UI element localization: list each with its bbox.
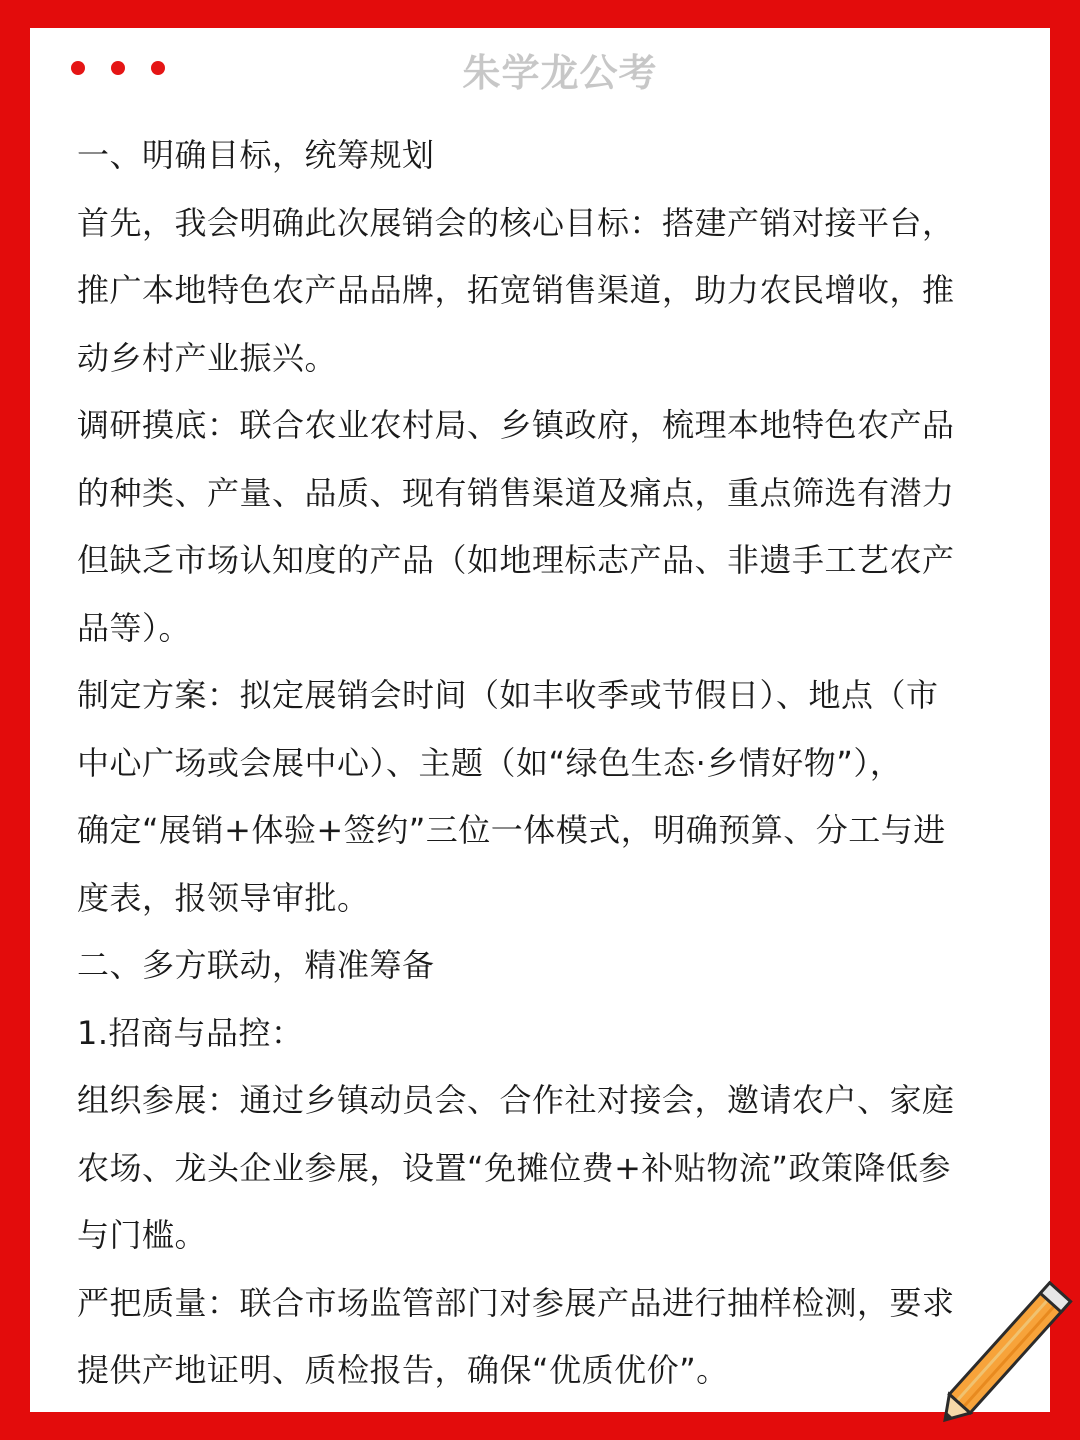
text-line: 的种类、产量、品质、现有销售渠道及痛点，重点筛选有潜力 xyxy=(77,473,955,512)
text-line: 确定“展销+体验+签约”三位一体模式，明确预算、分工与进 xyxy=(77,811,946,849)
text-line: 首先，我会明确此次展销会的核心目标：搭建产销对接平台， xyxy=(77,203,955,242)
text-line: 调研摸底：联合农业农村局、乡镇政府，梳理本地特色农产品 xyxy=(77,406,955,444)
pencil-icon xyxy=(935,1280,1080,1430)
text-line: 提供产地证明、质检报告，确保“优质优价”。 xyxy=(77,1351,729,1389)
text-line: 严把质量：联合市场监管部门对参展产品进行抽样检测，要求 xyxy=(77,1283,955,1322)
heading-1: 一、明确目标，统筹规划 xyxy=(77,136,435,174)
text-line: 推广本地特色农产品品牌，拓宽销售渠道，助力农民增收，推 xyxy=(77,271,955,309)
content-card xyxy=(30,28,1050,1412)
text-line: 中心广场或会展中心）、主题（如“绿色生态·乡情好物”）， xyxy=(77,743,903,782)
page-title: 朱学龙公考 xyxy=(462,51,658,95)
text-line: 农场、龙头企业参展，设置“免摊位费+补贴物流”政策降低参 xyxy=(77,1148,951,1187)
subheading: 1.招商与品控： xyxy=(77,1013,304,1052)
text-line: 组织参展：通过乡镇动员会、合作社对接会，邀请农户、家庭 xyxy=(77,1081,955,1119)
text-line: 度表，报领导审批。 xyxy=(77,878,370,917)
text-line: 品等）。 xyxy=(77,608,192,647)
text-line: 但缺乏市场认知度的产品（如地理标志产品、非遗手工艺农产 xyxy=(77,541,955,579)
heading-2: 二、多方联动，精准筹备 xyxy=(77,946,435,984)
text-line: 与门槛。 xyxy=(77,1216,208,1254)
text-line: 动乡村产业振兴。 xyxy=(77,338,338,377)
article-body xyxy=(77,122,1007,1405)
text-line: 制定方案：拟定展销会时间（如丰收季或节假日）、地点（市 xyxy=(77,676,939,714)
